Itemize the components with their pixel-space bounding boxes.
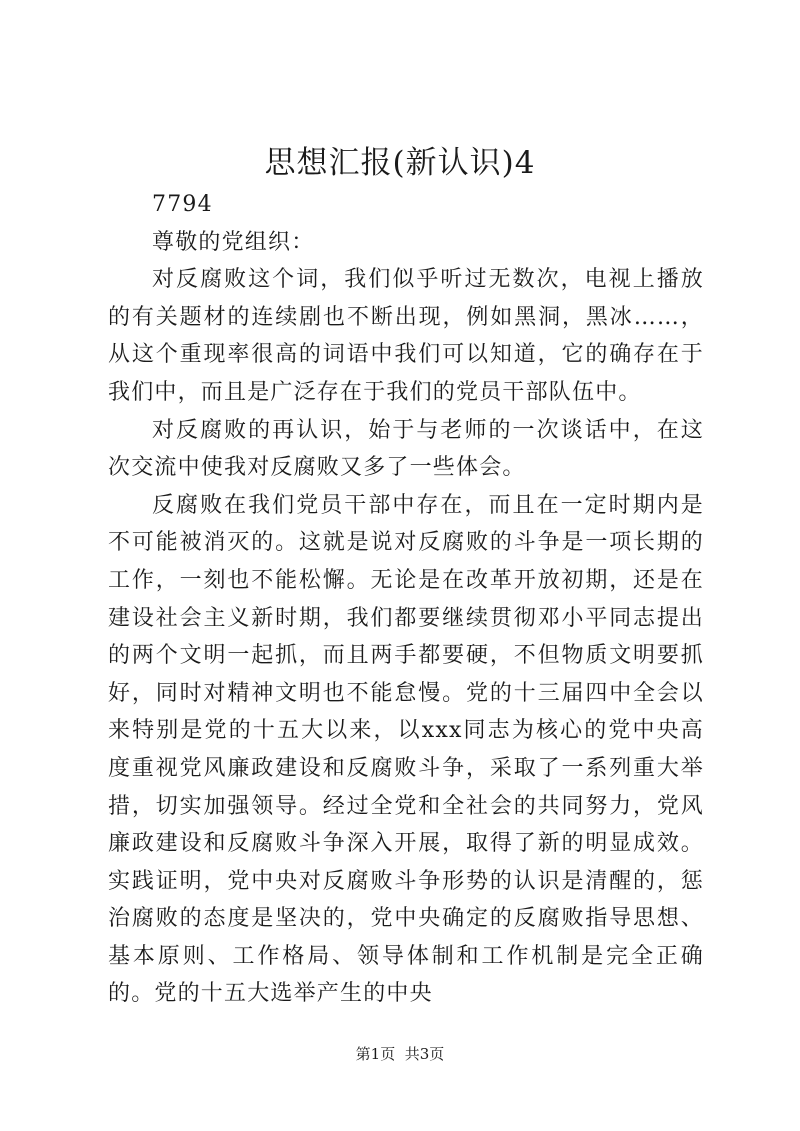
report-number: 7794 [152, 192, 213, 217]
document-body [108, 186, 704, 1013]
page-total: 共3页 [404, 1045, 445, 1063]
body-paragraph: 对反腐败这个词，我们似乎听过无数次，电视上播放的有关题材的连续剧也不断出现，例如黑洞，黑冰……，从这个重现率很高的词语中我们可以知道，它的确存在于我们中，而且是广泛存在于我们的党员干部队伍中。 [108, 267, 704, 405]
page-footer [0, 1044, 800, 1064]
salutation: 尊敬的党组织： [152, 229, 315, 255]
body-paragraph: 对反腐败的再认识，始于与老师的一次谈话中，在这次交流中使我对反腐败又多了一些体会。 [108, 417, 704, 481]
document-title: 思想汇报(新认识)4 [264, 145, 536, 181]
page-number: 第1页 [355, 1045, 396, 1063]
body-paragraph: 反腐败在我们党员干部中存在，而且在一定时期内是不可能被消灭的。这就是说对反腐败的斗争是一项长期的工作，一刻也不能松懈。无论是在改革开放初期，还是在建设社会主义新时期，我们都要继续贯彻邓小平同志提出的两个文明一起抓，而且两手都要硬，不但物质文明要抓好，同时对精神文明也不能怠慢。党的十三届四中全会以来特别是党的十五大以来，以xxx同志为核心的党中央高度重视党风廉政建设和反腐败斗争，采取了一系列重大举措，切实加强领导。经过全党和全社会的共同努力，党风廉政建设和反腐败斗争深入开展，取得了新的明显成效。实践证明，党中央对反腐败斗争形势的认识是清醒的，惩治腐败的态度是坚决的，党中央确定的反腐败指导思想、基本原则、工作格局、领导体制和工作机制是完全正确的。党的十五大选举产生的中央 [108, 492, 704, 1007]
